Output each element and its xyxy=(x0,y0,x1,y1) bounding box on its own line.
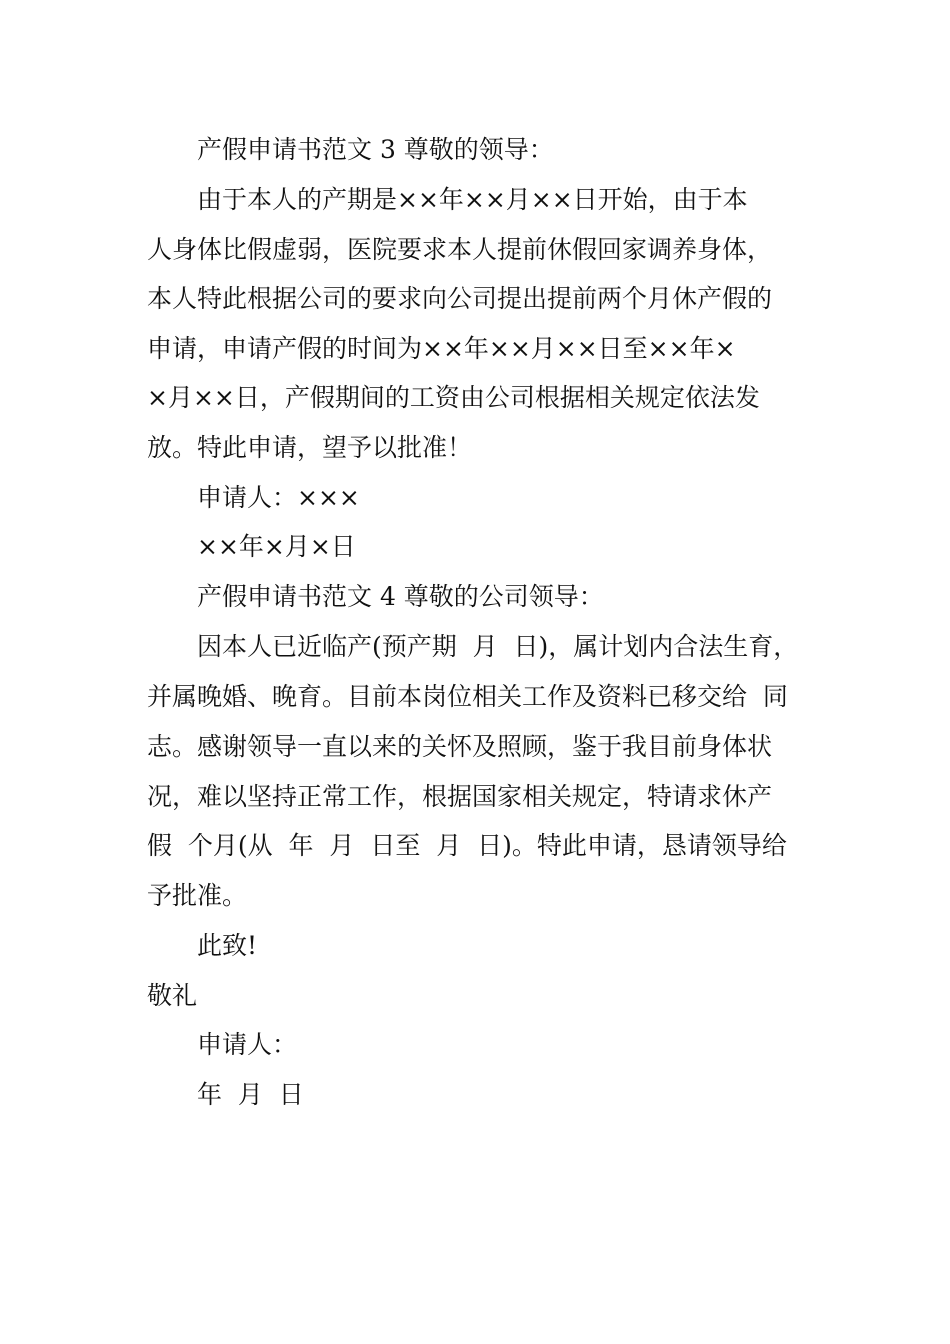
heading-sample-3: 产假申请书范文 3 尊敬的领导： xyxy=(197,135,554,164)
paragraph-line: 因本人已近临产(预产期 月 日)，属计划内合法生育， xyxy=(197,632,799,661)
paragraph-line: 人身体比假虚弱，医院要求本人提前休假回家调养身体， xyxy=(147,235,773,264)
applicant-line: 申请人： xyxy=(197,1030,298,1059)
paragraph-line: ×月××日，产假期间的工资由公司根据相关规定依法发 xyxy=(147,383,760,412)
date-line: 年 月 日 xyxy=(197,1080,304,1109)
paragraph-line: 申请，申请产假的时间为××年××月××日至××年× xyxy=(147,334,736,363)
salutation-line: 敬礼 xyxy=(147,981,198,1010)
paragraph-line: 由于本人的产期是××年××月××日开始，由于本 xyxy=(197,185,748,214)
paragraph-line: 志。感谢领导一直以来的关怀及照顾，鉴于我目前身体状 xyxy=(147,732,773,761)
paragraph-line: 假 个月(从 年 月 日至 月 日)。特此申请，恳请领导给 xyxy=(147,831,787,860)
applicant-line: 申请人：××× xyxy=(197,483,360,512)
paragraph-line: 放。特此申请，望予以批准！ xyxy=(147,433,473,462)
paragraph-line: 并属晚婚、晚育。目前本岗位相关工作及资料已移交给 同 xyxy=(147,682,788,711)
paragraph-line: 予批准。 xyxy=(147,881,248,910)
date-line: ××年×月×日 xyxy=(197,532,356,561)
heading-sample-4: 产假申请书范文 4 尊敬的公司领导： xyxy=(197,582,604,611)
closing-line: 此致! xyxy=(197,931,258,960)
paragraph-line: 况，难以坚持正常工作，根据国家相关规定，特请求休产 xyxy=(147,782,773,811)
paragraph-line: 本人特此根据公司的要求向公司提出提前两个月休产假的 xyxy=(147,284,773,313)
